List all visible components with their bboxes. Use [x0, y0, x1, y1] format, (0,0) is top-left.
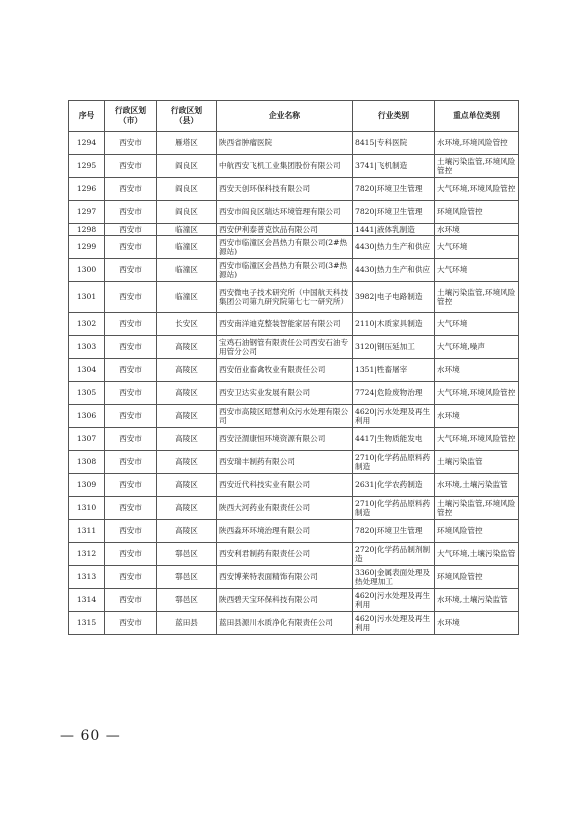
row-industry: 2720|化学药品制剂制造	[353, 543, 435, 566]
row-industry: 8415|专科医院	[353, 132, 435, 155]
row-index: 1312	[69, 543, 105, 566]
row-company: 蓝田县源川水质净化有限责任公司	[217, 612, 353, 635]
row-city: 西安市	[105, 566, 157, 589]
row-county: 阎良区	[157, 178, 217, 201]
row-industry: 1351|牲畜屠宰	[353, 359, 435, 382]
row-index: 1300	[69, 259, 105, 282]
row-city: 西安市	[105, 359, 157, 382]
row-city: 西安市	[105, 428, 157, 451]
row-key-unit-type: 水环境,环境风险管控	[435, 132, 519, 155]
table-row	[69, 382, 519, 405]
row-index: 1314	[69, 589, 105, 612]
row-key-unit-type: 大气环境	[435, 236, 519, 259]
row-key-unit-type: 大气环境,土壤污染监管	[435, 543, 519, 566]
row-index: 1301	[69, 282, 105, 313]
row-key-unit-type: 大气环境,环境风险管控	[435, 382, 519, 405]
row-industry: 2710|化学药品原料药制造	[353, 497, 435, 520]
row-city: 西安市	[105, 612, 157, 635]
row-county: 临潼区	[157, 282, 217, 313]
row-company: 西安瑞丰制药有限公司	[217, 451, 353, 474]
row-key-unit-type: 环境风险管控	[435, 201, 519, 224]
row-key-unit-type: 大气环境	[435, 259, 519, 282]
row-company: 西安市临潼区会昌热力有限公司(2#热源站)	[217, 236, 353, 259]
row-city: 西安市	[105, 282, 157, 313]
row-county: 鄠邑区	[157, 589, 217, 612]
table-row	[69, 428, 519, 451]
row-city: 西安市	[105, 451, 157, 474]
header-key-unit-type: 重点单位类别	[435, 101, 519, 132]
row-city: 西安市	[105, 259, 157, 282]
row-city: 西安市	[105, 132, 157, 155]
row-company: 西安市高陵区昭慧利众污水处理有限公司	[217, 405, 353, 428]
row-company: 中航西安飞机工业集团股份有限公司	[217, 155, 353, 178]
row-industry: 4620|污水处理及再生利用	[353, 405, 435, 428]
row-industry: 3982|电子电路制造	[353, 282, 435, 313]
row-county: 鄠邑区	[157, 543, 217, 566]
row-county: 鄠邑区	[157, 566, 217, 589]
row-company: 西安卫达实业发展有限公司	[217, 382, 353, 405]
table-row	[69, 155, 519, 178]
row-index: 1303	[69, 336, 105, 359]
row-company: 西安市阎良区瑞达环境管理有限公司	[217, 201, 353, 224]
table-row	[69, 282, 519, 313]
table-row	[69, 313, 519, 336]
row-key-unit-type: 大气环境,环境风险管控	[435, 428, 519, 451]
row-company: 西安南洋迪克整装智能家居有限公司	[217, 313, 353, 336]
row-county: 高陵区	[157, 382, 217, 405]
row-key-unit-type: 大气环境,噪声	[435, 336, 519, 359]
row-index: 1311	[69, 520, 105, 543]
row-index: 1304	[69, 359, 105, 382]
row-index: 1306	[69, 405, 105, 428]
row-company: 西安伊利泰普克饮品有限公司	[217, 224, 353, 236]
row-city: 西安市	[105, 224, 157, 236]
table-row	[69, 201, 519, 224]
row-county: 临潼区	[157, 259, 217, 282]
row-key-unit-type: 环境风险管控	[435, 566, 519, 589]
row-industry: 1441|液体乳制造	[353, 224, 435, 236]
row-key-unit-type: 土壤污染监管,环境风险管控	[435, 282, 519, 313]
row-index: 1308	[69, 451, 105, 474]
row-county: 高陵区	[157, 405, 217, 428]
enterprise-table	[68, 100, 519, 635]
row-county: 高陵区	[157, 520, 217, 543]
row-industry: 7820|环境卫生管理	[353, 520, 435, 543]
row-city: 西安市	[105, 497, 157, 520]
row-index: 1295	[69, 155, 105, 178]
header-industry: 行业类别	[353, 101, 435, 132]
row-industry: 2631|化学农药制造	[353, 474, 435, 497]
row-key-unit-type: 水环境,土壤污染监管	[435, 474, 519, 497]
row-county: 高陵区	[157, 428, 217, 451]
row-county: 临潼区	[157, 224, 217, 236]
row-industry: 4430|热力生产和供应	[353, 259, 435, 282]
row-key-unit-type: 水环境	[435, 405, 519, 428]
table-row	[69, 336, 519, 359]
row-key-unit-type: 大气环境,环境风险管控	[435, 178, 519, 201]
row-county: 高陵区	[157, 336, 217, 359]
table-row	[69, 612, 519, 635]
row-company: 宝鸡石油钢管有限责任公司西安石油专用管分公司	[217, 336, 353, 359]
row-company: 西安天创环保科技有限公司	[217, 178, 353, 201]
row-city: 西安市	[105, 474, 157, 497]
row-company: 陕西碧天宝环保科技有限公司	[217, 589, 353, 612]
row-industry: 4620|污水处理及再生利用	[353, 612, 435, 635]
row-key-unit-type: 土壤污染监管,环境风险管控	[435, 497, 519, 520]
row-city: 西安市	[105, 178, 157, 201]
table-row	[69, 566, 519, 589]
row-county: 高陵区	[157, 359, 217, 382]
row-index: 1315	[69, 612, 105, 635]
row-city: 西安市	[105, 201, 157, 224]
table-row	[69, 543, 519, 566]
row-company: 陕西大河药业有限责任公司	[217, 497, 353, 520]
row-key-unit-type: 水环境	[435, 224, 519, 236]
row-index: 1297	[69, 201, 105, 224]
row-city: 西安市	[105, 236, 157, 259]
header-city: 行政区划 （市）	[105, 101, 157, 132]
row-county: 蓝田县	[157, 612, 217, 635]
table-row	[69, 132, 519, 155]
row-key-unit-type: 大气环境	[435, 313, 519, 336]
row-company: 西安近代科技实业有限公司	[217, 474, 353, 497]
row-industry: 3120|钢压延加工	[353, 336, 435, 359]
header-company: 企业名称	[217, 101, 353, 132]
table-row	[69, 497, 519, 520]
row-county: 阎良区	[157, 201, 217, 224]
row-industry: 4620|污水处理及再生利用	[353, 589, 435, 612]
table-row	[69, 224, 519, 236]
row-county: 阎良区	[157, 155, 217, 178]
row-company: 西安佰业畜禽牧业有限责任公司	[217, 359, 353, 382]
header-county: 行政区划 （县）	[157, 101, 217, 132]
row-key-unit-type: 土壤污染监管,环境风险管控	[435, 155, 519, 178]
row-county: 高陵区	[157, 497, 217, 520]
table-row	[69, 259, 519, 282]
row-key-unit-type: 土壤污染监管	[435, 451, 519, 474]
row-key-unit-type: 水环境	[435, 612, 519, 635]
row-company: 陕西淼环环境治理有限公司	[217, 520, 353, 543]
row-index: 1313	[69, 566, 105, 589]
row-key-unit-type: 水环境,土壤污染监管	[435, 589, 519, 612]
row-county: 高陵区	[157, 451, 217, 474]
row-index: 1310	[69, 497, 105, 520]
row-city: 西安市	[105, 336, 157, 359]
row-company: 陕西省肿瘤医院	[217, 132, 353, 155]
header-index: 序号	[69, 101, 105, 132]
table-row	[69, 589, 519, 612]
row-county: 高陵区	[157, 474, 217, 497]
row-index: 1302	[69, 313, 105, 336]
table-row	[69, 359, 519, 382]
table-row	[69, 236, 519, 259]
page-number: — 60 —	[60, 728, 121, 744]
row-city: 西安市	[105, 589, 157, 612]
row-industry: 7820|环境卫生管理	[353, 178, 435, 201]
row-industry: 3741|飞机制造	[353, 155, 435, 178]
row-city: 西安市	[105, 382, 157, 405]
row-index: 1299	[69, 236, 105, 259]
row-company: 西安博莱特表面精饰有限公司	[217, 566, 353, 589]
row-industry: 7820|环境卫生管理	[353, 201, 435, 224]
row-city: 西安市	[105, 520, 157, 543]
row-county: 长安区	[157, 313, 217, 336]
row-county: 临潼区	[157, 236, 217, 259]
row-industry: 2110|木质家具制造	[353, 313, 435, 336]
row-county: 雁塔区	[157, 132, 217, 155]
table-row	[69, 520, 519, 543]
row-index: 1305	[69, 382, 105, 405]
row-industry: 2710|化学药品原料药制造	[353, 451, 435, 474]
row-key-unit-type: 环境风险管控	[435, 520, 519, 543]
row-company: 西安市临潼区会昌热力有限公司(3#热源站)	[217, 259, 353, 282]
row-company: 西安利君制药有限责任公司	[217, 543, 353, 566]
row-index: 1309	[69, 474, 105, 497]
row-city: 西安市	[105, 313, 157, 336]
row-city: 西安市	[105, 405, 157, 428]
table-row	[69, 451, 519, 474]
row-company: 西安微电子技术研究所（中国航天科技集团公司第九研究院第七七一研究所）	[217, 282, 353, 313]
row-industry: 3360|金属表面处理及热处理加工	[353, 566, 435, 589]
table-header-row	[69, 101, 519, 132]
row-industry: 7724|危险废物治理	[353, 382, 435, 405]
table-row	[69, 474, 519, 497]
table-row	[69, 178, 519, 201]
row-company: 西安泾渭康恒环境资源有限公司	[217, 428, 353, 451]
row-industry: 4430|热力生产和供应	[353, 236, 435, 259]
row-city: 西安市	[105, 543, 157, 566]
row-index: 1294	[69, 132, 105, 155]
table-row	[69, 405, 519, 428]
row-index: 1296	[69, 178, 105, 201]
row-index: 1298	[69, 224, 105, 236]
row-industry: 4417|生物质能发电	[353, 428, 435, 451]
row-key-unit-type: 水环境	[435, 359, 519, 382]
row-city: 西安市	[105, 155, 157, 178]
row-index: 1307	[69, 428, 105, 451]
